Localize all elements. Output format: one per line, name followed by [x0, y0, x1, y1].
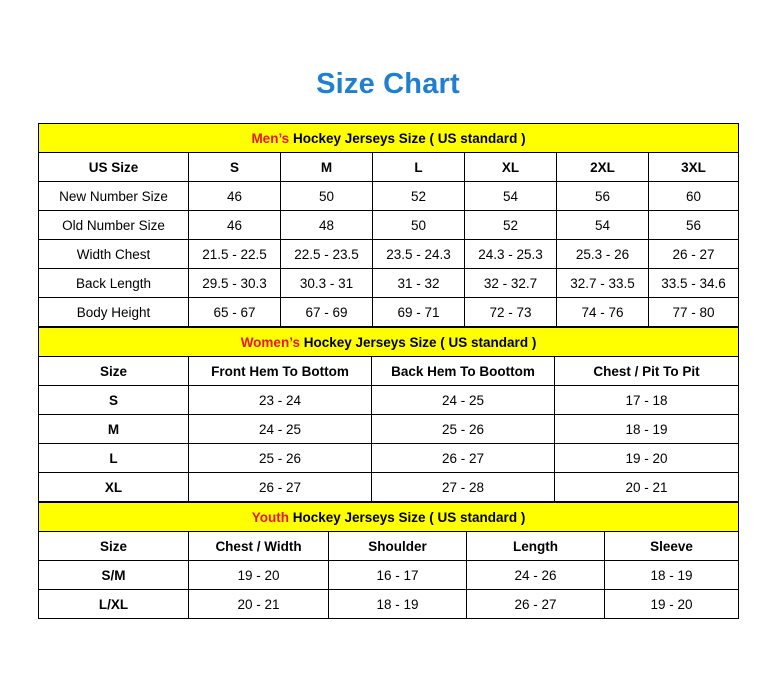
womens-row-3-label: XL [39, 473, 189, 502]
table-row [39, 211, 739, 240]
mens-size-table [38, 123, 739, 327]
table-row [39, 240, 739, 269]
mens-section-header-row [39, 124, 739, 153]
mens-row-4-val-0: 65 - 67 [189, 298, 281, 327]
womens-col-2: Back Hem To Boottom [372, 357, 555, 386]
womens-row-3-val-1: 27 - 28 [372, 473, 555, 502]
youth-row-0-val-2: 24 - 26 [467, 561, 605, 590]
youth-row-1-label: L/XL [39, 590, 189, 619]
mens-col-2: M [281, 153, 373, 182]
youth-section-header-accent: Youth [251, 509, 289, 525]
table-row [39, 386, 739, 415]
womens-row-0-val-0: 23 - 24 [189, 386, 372, 415]
youth-col-3: Length [467, 532, 605, 561]
womens-row-0-val-1: 24 - 25 [372, 386, 555, 415]
mens-row-2-val-1: 22.5 - 23.5 [281, 240, 373, 269]
mens-row-0-val-2: 52 [373, 182, 465, 211]
table-row [39, 298, 739, 327]
mens-row-1-val-3: 52 [465, 211, 557, 240]
mens-section-header-accent: Men’s [251, 130, 290, 146]
mens-row-3-label: Back Length [39, 269, 189, 298]
mens-col-0: US Size [39, 153, 189, 182]
womens-row-2-label: L [39, 444, 189, 473]
youth-row-1-val-1: 18 - 19 [329, 590, 467, 619]
table-row [39, 590, 739, 619]
mens-col-4: XL [465, 153, 557, 182]
mens-row-2-val-5: 26 - 27 [649, 240, 739, 269]
mens-row-0-val-1: 50 [281, 182, 373, 211]
table-row [39, 182, 739, 211]
mens-col-6: 3XL [649, 153, 739, 182]
youth-row-0-val-1: 16 - 17 [329, 561, 467, 590]
womens-table-wrapper [38, 327, 738, 502]
youth-row-0-label: S/M [39, 561, 189, 590]
youth-size-table [38, 502, 739, 619]
mens-row-1-label: Old Number Size [39, 211, 189, 240]
youth-row-0-val-0: 19 - 20 [189, 561, 329, 590]
mens-row-3-val-1: 30.3 - 31 [281, 269, 373, 298]
youth-row-1-val-3: 19 - 20 [605, 590, 739, 619]
womens-row-0-label: S [39, 386, 189, 415]
youth-col-2: Shoulder [329, 532, 467, 561]
mens-row-4-val-4: 74 - 76 [557, 298, 649, 327]
womens-col-1: Front Hem To Bottom [189, 357, 372, 386]
womens-row-1-label: M [39, 415, 189, 444]
womens-row-2-val-2: 19 - 20 [555, 444, 739, 473]
mens-row-1-val-5: 56 [649, 211, 739, 240]
table-row [39, 561, 739, 590]
mens-row-3-val-0: 29.5 - 30.3 [189, 269, 281, 298]
mens-row-2-val-0: 21.5 - 22.5 [189, 240, 281, 269]
womens-section-header-accent: Women’s [240, 334, 300, 350]
mens-table-wrapper [38, 123, 738, 327]
womens-row-2-val-1: 26 - 27 [372, 444, 555, 473]
mens-row-3-val-2: 31 - 32 [373, 269, 465, 298]
mens-row-1-val-0: 46 [189, 211, 281, 240]
mens-row-0-val-0: 46 [189, 182, 281, 211]
womens-column-header-row [39, 357, 739, 386]
womens-size-table [38, 327, 739, 502]
mens-row-0-label: New Number Size [39, 182, 189, 211]
youth-col-0: Size [39, 532, 189, 561]
youth-col-4: Sleeve [605, 532, 739, 561]
womens-section-header-rest: Hockey Jerseys Size ( US standard ) [299, 334, 537, 350]
mens-section-header [39, 124, 739, 153]
mens-row-3-val-5: 33.5 - 34.6 [649, 269, 739, 298]
womens-row-1-val-2: 18 - 19 [555, 415, 739, 444]
womens-section-header [39, 328, 739, 357]
youth-section-header [39, 503, 739, 532]
womens-section-header-row [39, 328, 739, 357]
womens-row-2-val-0: 25 - 26 [189, 444, 372, 473]
mens-row-4-val-3: 72 - 73 [465, 298, 557, 327]
womens-row-3-val-0: 26 - 27 [189, 473, 372, 502]
mens-row-0-val-4: 56 [557, 182, 649, 211]
youth-section-header-rest: Hockey Jerseys Size ( US standard ) [288, 509, 526, 525]
youth-row-1-val-0: 20 - 21 [189, 590, 329, 619]
mens-column-header-row [39, 153, 739, 182]
womens-row-1-val-0: 24 - 25 [189, 415, 372, 444]
page-title: Size Chart [316, 68, 460, 100]
table-row [39, 269, 739, 298]
mens-row-0-val-3: 54 [465, 182, 557, 211]
mens-row-1-val-2: 50 [373, 211, 465, 240]
youth-row-0-val-3: 18 - 19 [605, 561, 739, 590]
womens-col-0: Size [39, 357, 189, 386]
youth-row-1-val-2: 26 - 27 [467, 590, 605, 619]
mens-col-3: L [373, 153, 465, 182]
youth-column-header-row [39, 532, 739, 561]
youth-table-wrapper [38, 502, 738, 619]
mens-col-1: S [189, 153, 281, 182]
mens-row-3-val-4: 32.7 - 33.5 [557, 269, 649, 298]
mens-row-3-val-3: 32 - 32.7 [465, 269, 557, 298]
mens-row-4-val-1: 67 - 69 [281, 298, 373, 327]
mens-row-0-val-5: 60 [649, 182, 739, 211]
mens-row-4-label: Body Height [39, 298, 189, 327]
womens-row-0-val-2: 17 - 18 [555, 386, 739, 415]
mens-row-2-val-4: 25.3 - 26 [557, 240, 649, 269]
mens-row-2-val-3: 24.3 - 25.3 [465, 240, 557, 269]
womens-row-3-val-2: 20 - 21 [555, 473, 739, 502]
womens-col-3: Chest / Pit To Pit [555, 357, 739, 386]
womens-row-1-val-1: 25 - 26 [372, 415, 555, 444]
mens-row-2-label: Width Chest [39, 240, 189, 269]
mens-row-1-val-1: 48 [281, 211, 373, 240]
table-row [39, 415, 739, 444]
table-row [39, 473, 739, 502]
youth-col-1: Chest / Width [189, 532, 329, 561]
mens-section-header-rest: Hockey Jerseys Size ( US standard ) [289, 130, 526, 146]
youth-section-header-row [39, 503, 739, 532]
mens-row-2-val-2: 23.5 - 24.3 [373, 240, 465, 269]
mens-col-5: 2XL [557, 153, 649, 182]
mens-row-4-val-2: 69 - 71 [373, 298, 465, 327]
mens-row-1-val-4: 54 [557, 211, 649, 240]
table-row [39, 444, 739, 473]
mens-row-4-val-5: 77 - 80 [649, 298, 739, 327]
